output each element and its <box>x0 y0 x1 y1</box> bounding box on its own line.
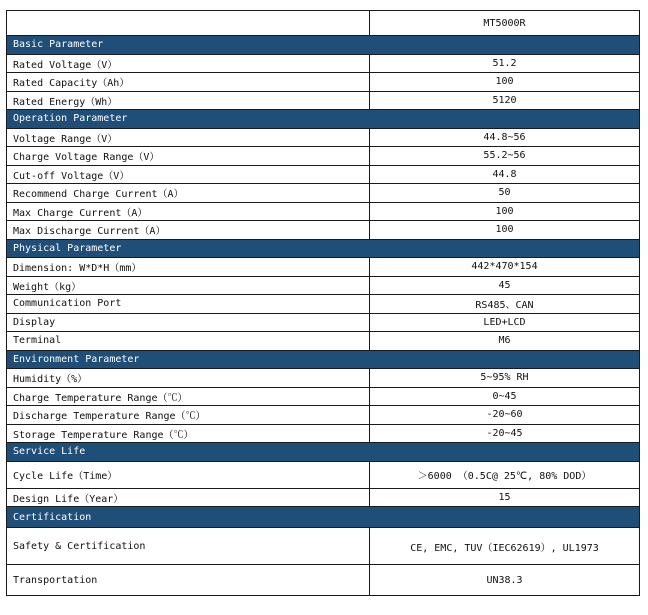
row-label: Cycle Life（Time） <box>7 461 370 488</box>
row-label: Safety & Certification <box>7 528 370 565</box>
row-value: 5~95% RH <box>370 369 640 388</box>
table-row <box>7 276 640 295</box>
row-value: -20~45 <box>370 424 640 443</box>
row-value: 100 <box>370 73 640 92</box>
table-row <box>7 332 640 351</box>
row-label: Rated Voltage（V） <box>7 54 370 73</box>
section-title: Basic Parameter <box>7 36 640 55</box>
row-label: Rated Capacity（Ah） <box>7 73 370 92</box>
row-value: RS485、CAN <box>370 295 640 314</box>
row-value: 100 <box>370 202 640 221</box>
section-service-life <box>7 443 640 462</box>
row-label: Recommend Charge Current（A） <box>7 184 370 203</box>
table-row <box>7 387 640 406</box>
section-title: Operation Parameter <box>7 110 640 129</box>
section-title: Service Life <box>7 443 640 462</box>
table-row <box>7 406 640 425</box>
spec-table <box>6 10 640 596</box>
row-label: Terminal <box>7 332 370 351</box>
table-row <box>7 313 640 332</box>
row-value: -20~60 <box>370 406 640 425</box>
row-label: Transportation <box>7 565 370 596</box>
table-row <box>7 565 640 596</box>
row-value: 44.8 <box>370 165 640 184</box>
row-label: Max Charge Current（A） <box>7 202 370 221</box>
table-row <box>7 165 640 184</box>
header-row <box>7 11 640 36</box>
row-value: 51.2 <box>370 54 640 73</box>
section-title: Environment Parameter <box>7 350 640 369</box>
row-value: 44.8~56 <box>370 128 640 147</box>
row-label: Max Discharge Current（A） <box>7 221 370 240</box>
table-row <box>7 202 640 221</box>
row-value: 45 <box>370 276 640 295</box>
table-row <box>7 91 640 110</box>
section-title: Physical Parameter <box>7 239 640 258</box>
row-label: Dimension: W*D*H（mm） <box>7 258 370 277</box>
section-certification <box>7 507 640 528</box>
table-row <box>7 488 640 507</box>
row-label: Cut-off Voltage（V） <box>7 165 370 184</box>
row-value: CE, EMC, TUV（IEC62619）, UL1973 <box>370 528 640 565</box>
table-row <box>7 128 640 147</box>
row-value: 15 <box>370 488 640 507</box>
row-value: UN38.3 <box>370 565 640 596</box>
table-row <box>7 424 640 443</box>
table-row <box>7 369 640 388</box>
table-row <box>7 528 640 565</box>
table-row <box>7 258 640 277</box>
row-value: 442*470*154 <box>370 258 640 277</box>
table-row <box>7 221 640 240</box>
row-label: Charge Voltage Range（V） <box>7 147 370 166</box>
row-label: Rated Energy（Wh） <box>7 91 370 110</box>
row-value: ＞6000 （0.5C@ 25℃, 80% DOD） <box>370 461 640 488</box>
table-row <box>7 73 640 92</box>
header-label-cell <box>7 11 370 36</box>
table-row <box>7 147 640 166</box>
table-row <box>7 461 640 488</box>
row-value: 55.2~56 <box>370 147 640 166</box>
row-label: Voltage Range（V） <box>7 128 370 147</box>
row-label: Weight（kg） <box>7 276 370 295</box>
row-label: Humidity（%） <box>7 369 370 388</box>
row-label: Charge Temperature Range（℃） <box>7 387 370 406</box>
row-value: 50 <box>370 184 640 203</box>
row-value: LED+LCD <box>370 313 640 332</box>
row-label: Communication Port <box>7 295 370 314</box>
table-row <box>7 54 640 73</box>
section-operation-parameter <box>7 110 640 129</box>
row-label: Storage Temperature Range（℃） <box>7 424 370 443</box>
row-value: 100 <box>370 221 640 240</box>
row-label: Design Life（Year） <box>7 488 370 507</box>
section-environment-parameter <box>7 350 640 369</box>
section-physical-parameter <box>7 239 640 258</box>
row-label: Display <box>7 313 370 332</box>
section-basic-parameter <box>7 36 640 55</box>
row-label: Discharge Temperature Range（℃） <box>7 406 370 425</box>
row-value: M6 <box>370 332 640 351</box>
row-value: 5120 <box>370 91 640 110</box>
row-value: 0~45 <box>370 387 640 406</box>
model-name: MT5000R <box>370 11 640 36</box>
section-title: Certification <box>7 507 640 528</box>
table-row <box>7 184 640 203</box>
table-row <box>7 295 640 314</box>
